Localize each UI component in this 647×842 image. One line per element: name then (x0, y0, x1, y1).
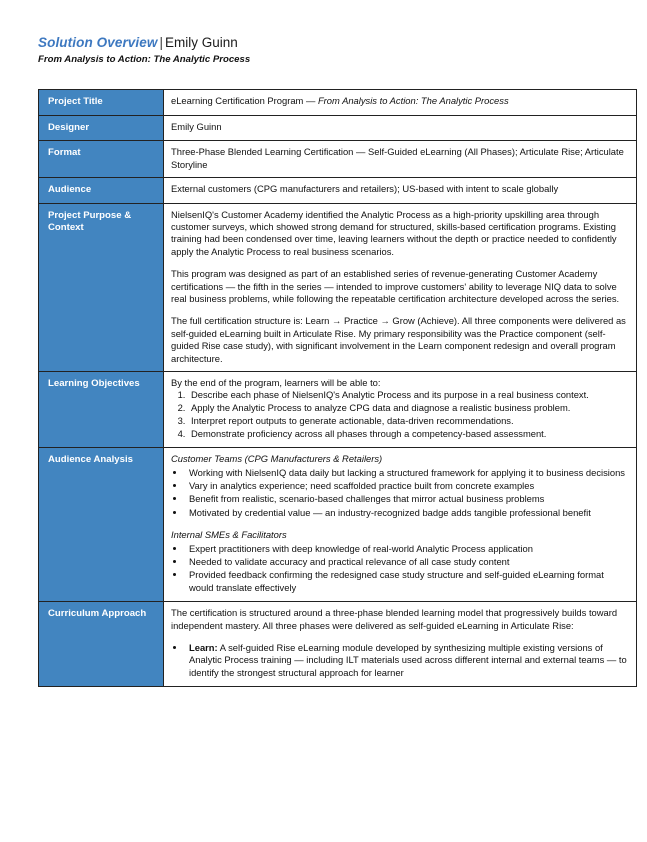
list-item (186, 642, 629, 679)
curriculum-intro: The certification is structured around a three-phase blended learning model that progressively builds toward independent mastery. All three phases were delivered as self-guided eLearning in Articulate Rise: (171, 607, 618, 631)
row-label-audience-analysis: Audience Analysis (39, 448, 164, 602)
row-value-project-purpose (164, 203, 637, 371)
list-item: • Vary in analytics experience; need scaffolded practice built from concrete examples (186, 480, 629, 492)
project-title-subtitle: From Analysis to Action: The Analytic Process (317, 95, 509, 106)
header-author: Emily Guinn (165, 35, 238, 50)
curriculum-bullets (171, 642, 629, 679)
curriculum-term: Learn: (189, 641, 218, 653)
table-row (39, 203, 637, 371)
purpose-paragraph: NielsenIQ's Customer Academy identified the Analytic Process as a high-priority upskilling area through customer surveys, which showed strong demand for structured, skills-based certification programs. Existing training had been condensed over time, leaving learners without the depth or practice needed to confidently apply the Analytic Process to real business scenarios. (171, 208, 617, 257)
row-value-designer: Emily Guinn (164, 115, 637, 141)
objectives-intro: By the end of the program, learners will be able to: (171, 377, 381, 389)
solution-overview-table (38, 89, 637, 687)
project-title-text: eLearning Certification Program — (171, 95, 318, 106)
header-separator: | (159, 35, 163, 50)
curriculum-text: A self-guided Rise eLearning module developed by synthesizing multiple existing versions of Analytic Process training — including ILT materials used across different internal and external teams — to identify the strongest structural approach for learner (189, 641, 627, 678)
purpose-paragraph: This program was designed as part of an established series of revenue-generating Customer Academy certifications — the fifth in the series — intended to improve customers' ability to leverage NIQ data to solve real business problems, while following the repeatable certification architecture developed across the series. (171, 268, 620, 305)
table-row (39, 448, 637, 602)
row-label-curriculum-approach: Curriculum Approach (39, 602, 164, 687)
list-item: 4. Demonstrate proficiency across all phases through a competency-based assessment. (188, 428, 629, 440)
list-item: 3. Interpret report outputs to generate actionable, data-driven recommendations. (188, 415, 629, 427)
page-break-mask (0, 771, 647, 842)
audience-group-heading: Internal SMEs & Facilitators (171, 529, 287, 541)
audience-group-bullets (171, 467, 629, 520)
list-item: • Benefit from realistic, scenario-based challenges that mirror actual business problems (186, 493, 629, 505)
row-value-audience: External customers (CPG manufacturers and retailers); US-based with intent to scale globally (164, 178, 637, 204)
table-row (39, 372, 637, 448)
row-value-format: Three-Phase Blended Learning Certification — Self-Guided eLearning (All Phases); Articulate Rise; Articulate Storyline (164, 141, 637, 178)
table-row (39, 602, 637, 687)
row-label-designer: Designer (39, 115, 164, 141)
row-label-format: Format (39, 141, 164, 178)
list-item: • Motivated by credential value — an industry-recognized badge adds tangible professional benefit (186, 507, 629, 519)
list-item: • Expert practitioners with deep knowledge of real-world Analytic Process application (186, 543, 629, 555)
table-row (39, 90, 637, 116)
list-item: • Working with NielsenIQ data daily but lacking a structured framework for applying it to business decisions (186, 467, 629, 479)
row-value-project-title (164, 90, 637, 116)
objectives-list (171, 389, 629, 440)
row-value-learning-objectives (164, 372, 637, 448)
page-title: Solution Overview (38, 35, 158, 50)
list-item: 1. Describe each phase of NielsenIQ's Analytic Process and its purpose in a real business context. (188, 389, 629, 401)
table-row (39, 115, 637, 141)
audience-group-heading: Customer Teams (CPG Manufacturers & Retailers) (171, 453, 383, 465)
header-subtitle: From Analysis to Action: The Analytic Process (38, 54, 251, 65)
purpose-paragraph: The full certification structure is: Learn → Practice → Grow (Achieve). All three components were delivered as self-guided eLearning built in Articulate Rise. My primary responsibility was the Practice component (self-guided Rise case study), with significant involvement in the Learn component redesign and overall program architecture. (171, 315, 626, 364)
list-item: • Provided feedback confirming the redesigned case study structure and self-guided eLearning format would translate effectively (186, 569, 629, 594)
row-value-audience-analysis (164, 448, 637, 602)
row-label-project-title: Project Title (39, 90, 164, 116)
table-row (39, 178, 637, 204)
header-title-line (38, 34, 613, 51)
row-label-audience: Audience (39, 178, 164, 204)
row-label-learning-objectives: Learning Objectives (39, 372, 164, 448)
row-value-curriculum-approach (164, 602, 637, 687)
row-label-project-purpose: Project Purpose & Context (39, 203, 164, 371)
list-item: 2. Apply the Analytic Process to analyze CPG data and diagnose a realistic business problem. (188, 402, 629, 414)
audience-group-bullets (171, 543, 629, 595)
document-header (38, 34, 613, 66)
list-item: • Needed to validate accuracy and practical relevance of all case study content (186, 556, 629, 568)
table-row (39, 141, 637, 178)
